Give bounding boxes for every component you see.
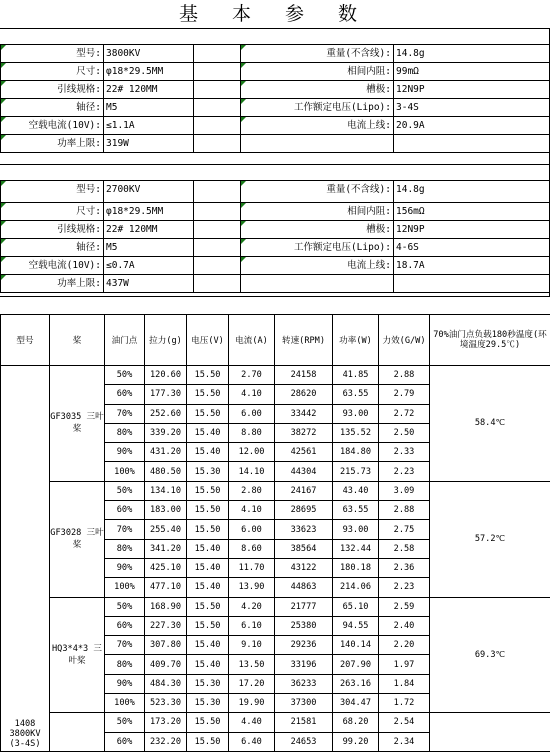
table-cell: 15.40 xyxy=(187,578,229,597)
table-cell: 63.55 xyxy=(333,501,379,520)
table-cell: 140.14 xyxy=(333,636,379,655)
cell-comment-marker xyxy=(241,239,246,244)
grid-line xyxy=(0,164,550,165)
table-cell: 42561 xyxy=(275,443,333,462)
table-cell: 431.20 xyxy=(145,443,187,462)
grid-line xyxy=(103,44,104,152)
table-cell: 33196 xyxy=(275,655,333,674)
cell-comment-marker xyxy=(241,45,246,50)
table-cell: 15.50 xyxy=(187,366,229,385)
table-cell: 4.10 xyxy=(229,385,275,404)
cell-comment-marker xyxy=(241,257,246,262)
cell-comment-marker xyxy=(241,99,246,104)
table-cell: 28620 xyxy=(275,385,333,404)
table-cell: 177.30 xyxy=(145,385,187,404)
table-cell: 15.50 xyxy=(187,385,229,404)
spec-value: 2700KV xyxy=(106,181,192,199)
column-header: 电压(V) xyxy=(187,315,229,366)
table-cell: 2.75 xyxy=(379,520,430,539)
table-cell: 93.00 xyxy=(333,520,379,539)
temperature-cell: 69.3℃ xyxy=(430,597,550,713)
spec-label: 功率上限: xyxy=(0,275,101,293)
table-cell: 6.00 xyxy=(229,520,275,539)
spec-value: 156mΩ xyxy=(396,203,546,221)
spec-label: 型号: xyxy=(0,45,101,63)
table-cell: 2.50 xyxy=(379,423,430,442)
table-cell: 207.90 xyxy=(333,655,379,674)
table-cell: 168.90 xyxy=(145,597,187,616)
cell-comment-marker xyxy=(1,135,6,140)
spec-label: 尺寸: xyxy=(0,203,101,221)
spec-label: 相间内阻: xyxy=(241,203,391,221)
table-cell: 4.20 xyxy=(229,597,275,616)
spec-label: 工作额定电压(Lipo): xyxy=(241,239,391,257)
grid-line xyxy=(193,180,194,292)
spec-value: φ18*29.5MM xyxy=(106,63,192,81)
table-cell: 8.80 xyxy=(229,423,275,442)
spec-label: 轴径: xyxy=(0,99,101,117)
spec-label: 引线规格: xyxy=(0,81,101,99)
table-cell: 70% xyxy=(105,404,145,423)
table-cell: 1.72 xyxy=(379,694,430,713)
column-header: 油门点 xyxy=(105,315,145,366)
table-row xyxy=(1,597,550,616)
table-cell: 15.50 xyxy=(187,597,229,616)
table-cell: 70% xyxy=(105,520,145,539)
table-cell: 15.50 xyxy=(187,713,229,732)
table-cell: 15.50 xyxy=(187,520,229,539)
table-cell: 215.73 xyxy=(333,462,379,481)
table-cell: 1.84 xyxy=(379,674,430,693)
table-cell: 33623 xyxy=(275,520,333,539)
table-cell: 2.80 xyxy=(229,481,275,500)
table-cell: 15.50 xyxy=(187,732,229,751)
table-cell: 90% xyxy=(105,443,145,462)
spec-value: ≤1.1A xyxy=(106,117,192,135)
temperature-cell xyxy=(430,713,550,752)
grid-line xyxy=(0,28,550,29)
table-header-row xyxy=(1,315,550,366)
cell-comment-marker xyxy=(1,257,6,262)
column-header: 功率(W) xyxy=(333,315,379,366)
table-cell: 1.97 xyxy=(379,655,430,674)
spec-value: 22# 120MM xyxy=(106,81,192,99)
grid-line xyxy=(103,180,104,292)
prop-cell: GF3035 三叶桨 xyxy=(50,366,105,482)
spec-value: 18.7A xyxy=(396,257,546,275)
table-cell: 2.79 xyxy=(379,385,430,404)
table-cell: 480.50 xyxy=(145,462,187,481)
table-cell: 41.85 xyxy=(333,366,379,385)
table-cell: 2.23 xyxy=(379,462,430,481)
table-cell: 93.00 xyxy=(333,404,379,423)
spec-label: 电流上线: xyxy=(241,117,391,135)
table-cell: 2.33 xyxy=(379,443,430,462)
spec-value: 319W xyxy=(106,135,192,153)
table-cell: 2.70 xyxy=(229,366,275,385)
spec-label: 电流上线: xyxy=(241,257,391,275)
cell-comment-marker xyxy=(1,203,6,208)
table-cell: 33442 xyxy=(275,404,333,423)
table-cell: 60% xyxy=(105,616,145,635)
cell-comment-marker xyxy=(241,81,246,86)
table-cell: 80% xyxy=(105,539,145,558)
table-cell: 15.40 xyxy=(187,423,229,442)
table-cell: 6.40 xyxy=(229,732,275,751)
table-cell: 50% xyxy=(105,597,145,616)
table-cell: 8.60 xyxy=(229,539,275,558)
spec-label: 工作额定电压(Lipo): xyxy=(241,99,391,117)
table-cell: 25380 xyxy=(275,616,333,635)
cell-comment-marker xyxy=(241,221,246,226)
cell-comment-marker xyxy=(1,275,6,280)
spec-value: 22# 120MM xyxy=(106,221,192,239)
table-cell: 68.20 xyxy=(333,713,379,732)
table-cell: 2.59 xyxy=(379,597,430,616)
table-cell: 60% xyxy=(105,385,145,404)
cell-comment-marker xyxy=(241,181,246,186)
column-header: 70%油门点负载180秒温度(环境温度29.5℃) xyxy=(430,315,550,366)
spec-value: 14.8g xyxy=(396,181,546,199)
table-cell: 36233 xyxy=(275,674,333,693)
spec-value: 4-6S xyxy=(396,239,546,257)
table-cell: 425.10 xyxy=(145,558,187,577)
table-cell: 100% xyxy=(105,462,145,481)
table-cell: 24653 xyxy=(275,732,333,751)
table-cell: 15.40 xyxy=(187,655,229,674)
table-cell: 13.90 xyxy=(229,578,275,597)
column-header: 力效(G/W) xyxy=(379,315,430,366)
cell-comment-marker xyxy=(241,203,246,208)
table-cell: 14.10 xyxy=(229,462,275,481)
spec-value: 14.8g xyxy=(396,45,546,63)
table-cell: 44304 xyxy=(275,462,333,481)
table-cell: 9.10 xyxy=(229,636,275,655)
table-cell: 132.44 xyxy=(333,539,379,558)
spec-label: 轴径: xyxy=(0,239,101,257)
table-cell: 12.00 xyxy=(229,443,275,462)
prop-cell xyxy=(50,713,105,752)
table-cell: 2.40 xyxy=(379,616,430,635)
grid-line xyxy=(393,44,394,152)
spec-label: 重量(不含线): xyxy=(241,181,391,199)
table-cell: 100% xyxy=(105,578,145,597)
table-cell: 50% xyxy=(105,366,145,385)
table-cell: 477.10 xyxy=(145,578,187,597)
table-cell: 252.60 xyxy=(145,404,187,423)
table-cell: 38564 xyxy=(275,539,333,558)
table-cell: 339.20 xyxy=(145,423,187,442)
table-row xyxy=(1,713,550,732)
table-cell: 263.16 xyxy=(333,674,379,693)
table-cell: 29236 xyxy=(275,636,333,655)
table-cell: 4.40 xyxy=(229,713,275,732)
table-cell: 44863 xyxy=(275,578,333,597)
cell-comment-marker xyxy=(1,117,6,122)
spec-label: 型号: xyxy=(0,181,101,199)
table-cell: 227.30 xyxy=(145,616,187,635)
table-cell: 15.30 xyxy=(187,674,229,693)
cell-comment-marker xyxy=(241,63,246,68)
table-cell: 50% xyxy=(105,481,145,500)
spec-value: 20.9A xyxy=(396,117,546,135)
temperature-cell: 57.2℃ xyxy=(430,481,550,597)
table-cell: 232.20 xyxy=(145,732,187,751)
grid-line xyxy=(0,296,550,297)
cell-comment-marker xyxy=(1,181,6,186)
table-cell: 15.50 xyxy=(187,616,229,635)
cell-comment-marker xyxy=(1,81,6,86)
prop-cell: HQ3*4*3 三叶桨 xyxy=(50,597,105,713)
table-cell: 38272 xyxy=(275,423,333,442)
table-cell: 409.70 xyxy=(145,655,187,674)
table-cell: 6.10 xyxy=(229,616,275,635)
table-cell: 15.30 xyxy=(187,694,229,713)
table-cell: 2.34 xyxy=(379,732,430,751)
spec-value: φ18*29.5MM xyxy=(106,203,192,221)
table-cell: 2.88 xyxy=(379,366,430,385)
spec-value: ≤0.7A xyxy=(106,257,192,275)
spec-value: 12N9P xyxy=(396,221,546,239)
spec-label: 重量(不含线): xyxy=(241,45,391,63)
cell-comment-marker xyxy=(1,239,6,244)
column-header: 电流(A) xyxy=(229,315,275,366)
spec-value: 3800KV xyxy=(106,45,192,63)
table-cell: 43122 xyxy=(275,558,333,577)
table-cell: 3.09 xyxy=(379,481,430,500)
cell-comment-marker xyxy=(1,63,6,68)
table-cell: 11.70 xyxy=(229,558,275,577)
spec-value: 3-4S xyxy=(396,99,546,117)
table-cell: 60% xyxy=(105,501,145,520)
table-cell: 214.06 xyxy=(333,578,379,597)
spec-label: 空载电流(10V): xyxy=(0,257,101,275)
table-cell: 2.72 xyxy=(379,404,430,423)
table-cell: 15.50 xyxy=(187,404,229,423)
table-cell: 63.55 xyxy=(333,385,379,404)
cell-comment-marker xyxy=(241,117,246,122)
table-cell: 523.30 xyxy=(145,694,187,713)
table-cell: 135.52 xyxy=(333,423,379,442)
table-cell: 99.20 xyxy=(333,732,379,751)
spec-label: 功率上限: xyxy=(0,135,101,153)
table-cell: 15.50 xyxy=(187,481,229,500)
table-cell: 2.23 xyxy=(379,578,430,597)
spec-value: 12N9P xyxy=(396,81,546,99)
column-header: 转速(RPM) xyxy=(275,315,333,366)
table-cell: 184.80 xyxy=(333,443,379,462)
cell-comment-marker xyxy=(1,221,6,226)
table-cell: 13.50 xyxy=(229,655,275,674)
table-cell: 2.20 xyxy=(379,636,430,655)
table-cell: 15.40 xyxy=(187,443,229,462)
table-cell: 15.40 xyxy=(187,558,229,577)
table-cell: 2.54 xyxy=(379,713,430,732)
grid-line xyxy=(393,180,394,292)
table-cell: 100% xyxy=(105,694,145,713)
spec-label: 引线规格: xyxy=(0,221,101,239)
spec-label: 空载电流(10V): xyxy=(0,117,101,135)
table-cell: 2.58 xyxy=(379,539,430,558)
table-cell: 183.00 xyxy=(145,501,187,520)
table-cell: 134.10 xyxy=(145,481,187,500)
temperature-cell: 58.4℃ xyxy=(430,366,550,482)
table-cell: 80% xyxy=(105,655,145,674)
table-cell: 120.60 xyxy=(145,366,187,385)
cell-comment-marker xyxy=(1,99,6,104)
table-cell: 21777 xyxy=(275,597,333,616)
spec-value: M5 xyxy=(106,99,192,117)
spec-value: 99mΩ xyxy=(396,63,546,81)
table-cell: 17.20 xyxy=(229,674,275,693)
spec-label: 槽极: xyxy=(241,221,391,239)
table-cell: 484.30 xyxy=(145,674,187,693)
table-row xyxy=(1,481,550,500)
table-cell: 21581 xyxy=(275,713,333,732)
table-cell: 307.80 xyxy=(145,636,187,655)
column-header: 型号 xyxy=(1,315,50,366)
column-header: 拉力(g) xyxy=(145,315,187,366)
table-cell: 255.40 xyxy=(145,520,187,539)
table-cell: 180.18 xyxy=(333,558,379,577)
table-cell: 28695 xyxy=(275,501,333,520)
performance-table xyxy=(0,314,550,752)
grid-line xyxy=(193,44,194,152)
table-cell: 15.30 xyxy=(187,462,229,481)
model-cell: 1408 3800KV (3-4S) xyxy=(1,366,50,752)
table-cell: 15.40 xyxy=(187,636,229,655)
table-cell: 173.20 xyxy=(145,713,187,732)
table-cell: 65.10 xyxy=(333,597,379,616)
table-cell: 60% xyxy=(105,732,145,751)
table-cell: 2.88 xyxy=(379,501,430,520)
table-cell: 90% xyxy=(105,558,145,577)
table-cell: 24158 xyxy=(275,366,333,385)
table-cell: 15.50 xyxy=(187,501,229,520)
table-cell: 80% xyxy=(105,423,145,442)
table-cell: 4.10 xyxy=(229,501,275,520)
table-cell: 6.00 xyxy=(229,404,275,423)
prop-cell: GF3028 三叶桨 xyxy=(50,481,105,597)
table-row xyxy=(1,366,550,385)
table-cell: 304.47 xyxy=(333,694,379,713)
spec-label: 尺寸: xyxy=(0,63,101,81)
cell-comment-marker xyxy=(1,45,6,50)
spec-value: 437W xyxy=(106,275,192,293)
table-cell: 341.20 xyxy=(145,539,187,558)
table-cell: 90% xyxy=(105,674,145,693)
table-cell: 24167 xyxy=(275,481,333,500)
table-cell: 50% xyxy=(105,713,145,732)
table-cell: 37300 xyxy=(275,694,333,713)
page-title: 基 本 参 数 xyxy=(0,0,550,28)
table-cell: 15.40 xyxy=(187,539,229,558)
table-cell: 19.90 xyxy=(229,694,275,713)
table-cell: 2.36 xyxy=(379,558,430,577)
column-header: 桨 xyxy=(50,315,105,366)
spec-label: 相间内阻: xyxy=(241,63,391,81)
table-cell: 94.55 xyxy=(333,616,379,635)
spec-label: 槽极: xyxy=(241,81,391,99)
table-cell: 43.40 xyxy=(333,481,379,500)
spec-value: M5 xyxy=(106,239,192,257)
table-cell: 70% xyxy=(105,636,145,655)
